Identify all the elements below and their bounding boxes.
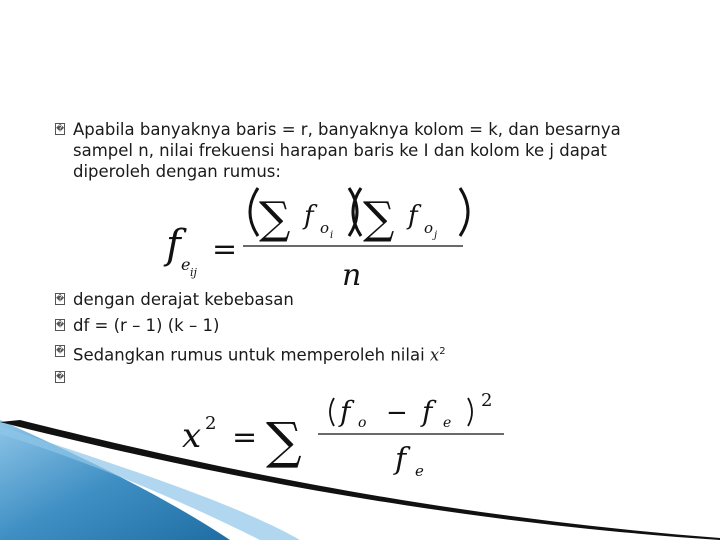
intro-line: sampel n, nilai frekuensi harapan baris ke I dan kolom ke j dapat bbox=[73, 141, 607, 160]
formula-f: f bbox=[422, 395, 433, 428]
formula-subscript-e: e bbox=[181, 255, 191, 274]
sigma-symbol: ∑ bbox=[266, 412, 302, 470]
formula-x-exponent: 2 bbox=[205, 413, 217, 434]
formula-numerator-exponent: 2 bbox=[481, 390, 493, 411]
formula-subscript-o: o bbox=[320, 219, 330, 237]
formula-subscript-ij: ij bbox=[190, 266, 197, 279]
formula-f: f bbox=[408, 201, 418, 231]
formula-subscript-j: j bbox=[434, 230, 438, 241]
formula-denominator-n: n bbox=[342, 258, 362, 293]
bullet-icon: � bbox=[56, 124, 65, 133]
bullet-icon: � bbox=[56, 294, 65, 303]
bullet-icon: � bbox=[56, 346, 65, 355]
formula-subscript-o: o bbox=[424, 219, 434, 237]
intro-line: Apabila banyaknya baris = r, banyaknya kolom = k, dan besarnya bbox=[73, 120, 621, 139]
chi-square-intro-text: Sedangkan rumus untuk memperoleh nilai bbox=[73, 345, 430, 365]
sigma-symbol: ∑ bbox=[363, 193, 395, 244]
formula-f: f bbox=[395, 442, 407, 477]
bullet-icon: � bbox=[56, 372, 65, 381]
formula-subscript-o: o bbox=[358, 415, 367, 431]
intro-line: diperoleh dengan rumus: bbox=[73, 162, 281, 181]
df-formula: df = (r – 1) (k – 1) bbox=[73, 316, 220, 335]
formula-x: x bbox=[182, 416, 202, 456]
formula-f: f bbox=[304, 201, 314, 231]
formula-subscript-i: i bbox=[330, 230, 334, 241]
sigma-symbol: ∑ bbox=[259, 193, 291, 244]
bullet-icon: � bbox=[56, 320, 65, 329]
chi-square-symbol: x bbox=[429, 345, 440, 365]
formula-minus: − bbox=[386, 398, 408, 428]
formula-equals: = bbox=[212, 232, 238, 267]
chi-square-exponent: 2 bbox=[439, 346, 446, 357]
formula-f-symbol: f bbox=[166, 222, 181, 268]
formula-subscript-e: e bbox=[415, 462, 424, 480]
degrees-of-freedom-label: dengan derajat kebebasan bbox=[73, 290, 294, 309]
formula-subscript-e: e bbox=[443, 415, 452, 431]
formula-f: f bbox=[340, 395, 351, 428]
formula-equals: = bbox=[232, 420, 258, 455]
decorative-swoosh bbox=[0, 420, 720, 540]
